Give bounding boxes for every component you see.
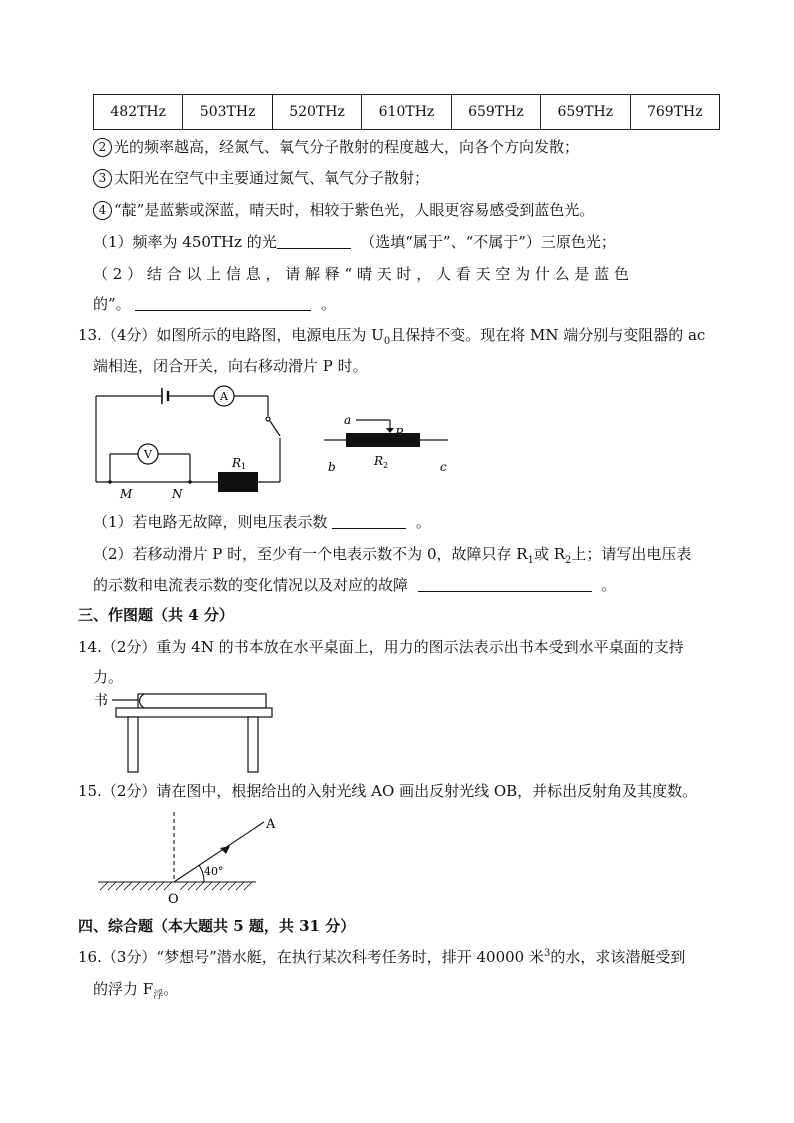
q14-line1: 14.（2分）重为 4N 的书本放在水平桌面上，用力的图示法表示出书本受到水平桌面的支持 — [78, 638, 684, 656]
punct: 。 — [415, 513, 431, 531]
circled-number: 2 — [93, 138, 112, 157]
info-item-4 — [93, 199, 594, 220]
table-cell: 503THz — [183, 95, 272, 130]
q13-sub2-text-b: 上；请写出电压表 — [571, 545, 692, 563]
info-item-2 — [93, 136, 579, 157]
q13-text: 13.（4分）如图所示的电路图，电源电压为 U — [78, 326, 384, 344]
punct: 。 — [321, 295, 337, 313]
subscript: 浮 — [153, 990, 164, 1001]
q13-text-b: 且保持不变。现在将 MN 端分别与变阻器的 ac — [390, 326, 706, 344]
q12-sub1-text: （1）频率为 450THz 的光 — [93, 233, 277, 251]
table-cell: 659THz — [541, 95, 630, 130]
q12-sub1 — [93, 231, 616, 252]
r2-label: R — [374, 454, 384, 468]
circled-number: 3 — [93, 169, 112, 188]
superscript: 3 — [544, 948, 551, 959]
table-cell: 482THz — [94, 95, 183, 130]
info-text: 光的频率越高，经氮气、氧气分子散射的程度越大，向各个方向发散； — [114, 138, 580, 156]
subscript: 0 — [383, 336, 391, 347]
section-title: 四、综合题（本大题共 5 题，共 31 分） — [78, 917, 356, 935]
answer-blank[interactable] — [418, 577, 592, 592]
rheostat-diagram — [322, 408, 457, 478]
q13-line2: 端相连，闭合开关，向右移动滑片 P 时。 — [93, 357, 368, 375]
q13-sub2-text-c: 的示数和电流表示数的变化情况以及对应的故障 — [93, 576, 409, 594]
info-text: 太阳光在空气中主要通过氮气、氧气分子散射； — [114, 169, 430, 187]
q13-sub2-line2 — [93, 574, 616, 595]
terminal-c-label: c — [440, 460, 447, 474]
q13-sub2-or: 或 R — [533, 545, 565, 563]
punct: 。 — [601, 576, 617, 594]
q12-sub2: （ 2 ） 结 合 以 上 信 息 ， 请 解 释 “ 晴 天 时 ， 人 看 天 空 为 什 么 是 蓝 色 — [93, 265, 629, 283]
q16-text: 16.（3分）“梦想号”潜水艇，在执行某次科考任务时，排开 40000 米 — [78, 948, 544, 966]
angle-label: 40° — [204, 865, 224, 878]
terminal-n-label: N — [172, 487, 183, 501]
reflection-diagram — [96, 808, 286, 908]
table-book-diagram — [92, 690, 278, 776]
q13-sub1 — [93, 511, 431, 532]
info-text: “靛”是蓝紫或深蓝，晴天时，相较于紫色光，人眼更容易感受到蓝色光。 — [114, 201, 595, 219]
q16-line2 — [93, 978, 178, 1001]
r2-subscript: 2 — [383, 461, 389, 470]
q16-text-c: 的浮力 F — [93, 980, 154, 998]
slider-p-label: P — [395, 426, 404, 440]
subscript: 2 — [565, 555, 572, 566]
answer-blank[interactable] — [332, 514, 406, 529]
q12-sub2-text: 的”。 — [93, 295, 131, 313]
q12-sub2-line2 — [93, 293, 336, 314]
r1-subscript: 1 — [241, 462, 247, 471]
q13-line1 — [78, 324, 705, 347]
q16-text-b: 的水，求该潜艇受到 — [550, 948, 686, 966]
q14-line2: 力。 — [93, 668, 124, 686]
voltmeter-label: V — [144, 448, 152, 461]
circled-number: 4 — [93, 201, 112, 220]
q16-line1 — [78, 946, 685, 967]
point-o-label: O — [168, 892, 179, 907]
resistor-r2 — [346, 433, 420, 447]
table-cell: 520THz — [272, 95, 361, 130]
point-a-label: A — [266, 817, 276, 832]
punct: 。 — [163, 980, 179, 998]
terminal-b-label: b — [328, 460, 336, 474]
q13-sub2-text: （2）若移动滑片 P 时，至少有一个电表示数不为 0，故障只存 R — [93, 545, 528, 563]
terminal-m-label: M — [120, 487, 133, 501]
table-row — [94, 95, 720, 130]
answer-blank[interactable] — [135, 296, 311, 311]
answer-blank[interactable] — [277, 234, 351, 249]
terminal-a-label: a — [344, 413, 352, 427]
frequency-table — [93, 94, 720, 130]
r1-label: R — [232, 456, 242, 470]
resistor-r1 — [218, 472, 258, 492]
ammeter-label: A — [220, 390, 228, 403]
q13-sub1-text: （1）若电路无故障，则电压表示数 — [93, 513, 328, 531]
q12-sub1-text-b: （选填“属于”、“不属于”）三原色光； — [360, 233, 616, 251]
section-title: 三、作图题（共 4 分） — [78, 606, 234, 624]
q15-line1: 15.（2分）请在图中，根据给出的入射光线 AO 画出反射光线 OB，并标出反射角及其度数。 — [78, 782, 698, 800]
table-cell: 610THz — [362, 95, 451, 130]
table-cell: 659THz — [451, 95, 540, 130]
table-cell: 769THz — [630, 95, 719, 130]
info-item-3 — [93, 167, 429, 188]
subscript: 1 — [527, 555, 534, 566]
book-label: 书 — [94, 693, 108, 709]
q13-sub2 — [93, 543, 691, 566]
